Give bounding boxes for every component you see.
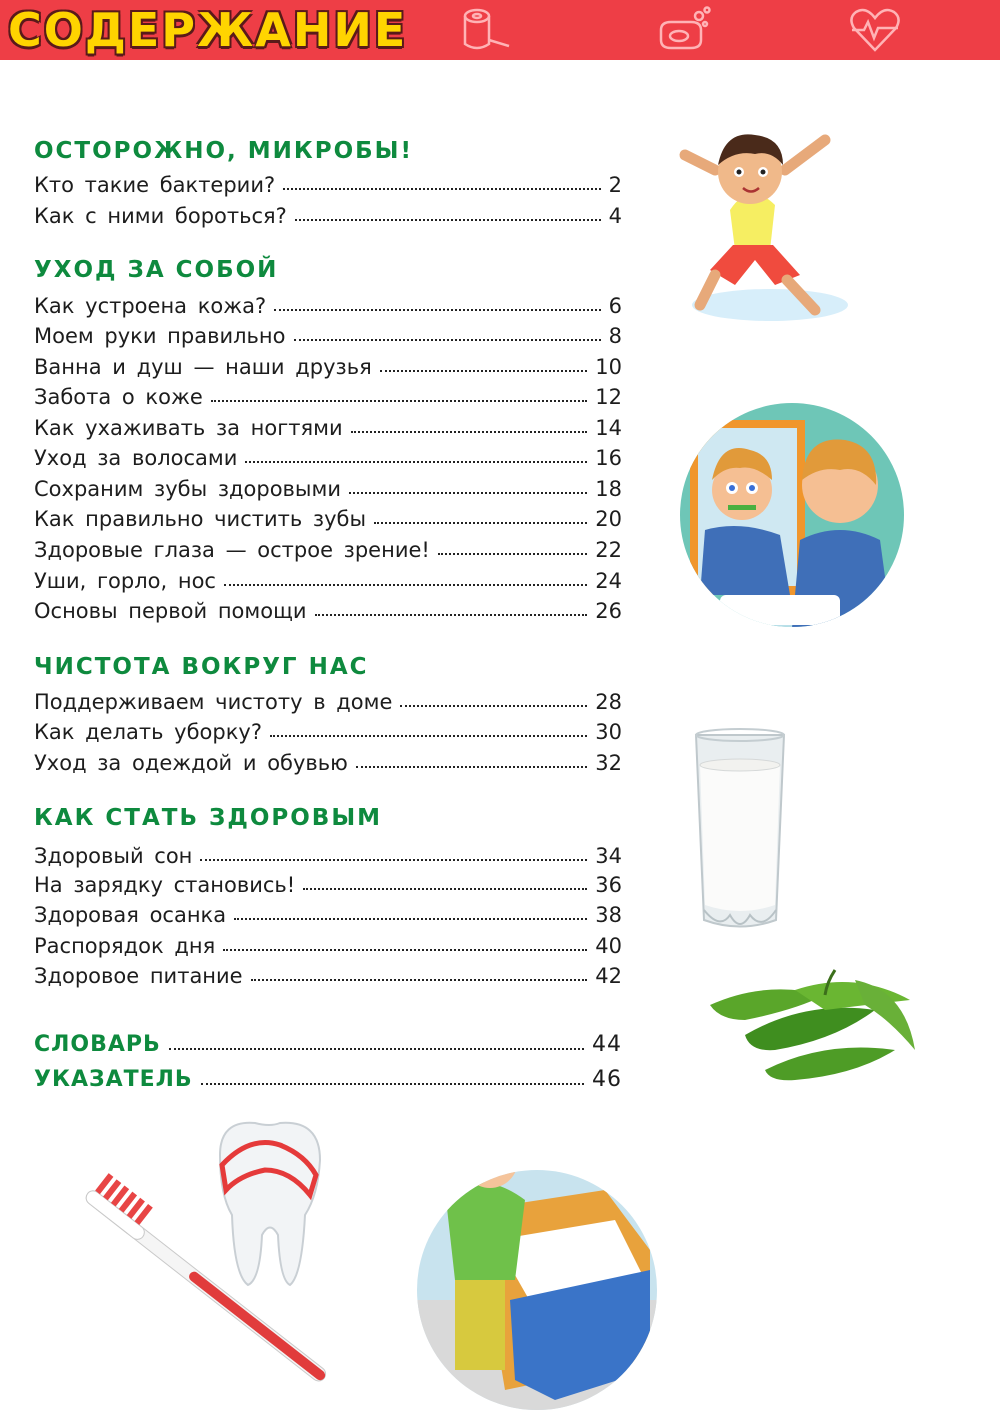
toc-item-page: 28 — [595, 690, 622, 714]
leader-dots — [211, 400, 587, 402]
leader-dots — [351, 431, 588, 433]
leader-dots — [294, 339, 601, 341]
toc-item-label: Кто такие бактерии? — [34, 173, 276, 197]
toc-item-label: Распорядок дня — [34, 934, 216, 958]
toc-item-page: 4 — [608, 204, 622, 228]
toc-item-label: Уход за одеждой и обувью — [34, 751, 348, 775]
toc-item-label: На зарядку становись! — [34, 873, 296, 897]
leader-dots — [349, 492, 587, 494]
toc-item-label: Как с ними бороться? — [34, 204, 287, 228]
toc-item[interactable] — [34, 897, 622, 927]
toc-item-page: 36 — [595, 873, 622, 897]
toc-item[interactable] — [34, 440, 622, 470]
toc-item[interactable] — [34, 379, 622, 409]
toc-item[interactable] — [34, 684, 622, 714]
toc-item-label: Как делать уборку? — [34, 720, 262, 744]
leader-dots — [438, 553, 587, 555]
toilet-paper-icon — [455, 6, 519, 54]
tooth-illustration — [210, 1115, 330, 1295]
toc-item-page: 16 — [595, 446, 622, 470]
toc-item-page: 20 — [595, 507, 622, 531]
toc-item-page: 24 — [595, 569, 622, 593]
toc-item-page: 30 — [595, 720, 622, 744]
leader-dots — [245, 461, 587, 463]
leader-dots — [200, 859, 587, 861]
toc-item-page: 12 — [595, 385, 622, 409]
toc-item-label: Основы первой помощи — [34, 599, 307, 623]
toc-item-page: 8 — [608, 324, 622, 348]
toc-item-page: 32 — [595, 751, 622, 775]
leader-dots — [251, 979, 588, 981]
toc-item-page: 18 — [595, 477, 622, 501]
toc-item-label: СЛОВАРЬ — [34, 1032, 161, 1057]
toc-item-label: Поддерживаем чистоту в доме — [34, 690, 393, 714]
section-title: ЧИСТОТА ВОКРУГ НАС — [34, 654, 369, 680]
leader-dots — [224, 584, 587, 586]
toc-item[interactable] — [34, 288, 622, 318]
toc-item[interactable] — [34, 471, 622, 501]
toc-item-label: Ванна и душ — наши друзья — [34, 355, 372, 379]
leader-dots — [315, 614, 588, 616]
toc-item[interactable] — [34, 410, 622, 440]
leader-dots — [295, 219, 601, 221]
toc-item-label: Как правильно чистить зубы — [34, 507, 367, 531]
toc-item[interactable] — [34, 563, 622, 593]
toc-item[interactable] — [34, 867, 622, 897]
toc-item[interactable] — [34, 349, 622, 379]
page-title: СОДЕРЖАНИЕ — [8, 3, 408, 57]
toc-item-page: 40 — [595, 934, 622, 958]
section-title: УХОД ЗА СОБОЙ — [34, 257, 279, 283]
toc-item-label: Здоровый сон — [34, 844, 193, 868]
leader-dots — [270, 735, 587, 737]
leader-dots — [223, 949, 587, 951]
toc-item[interactable] — [34, 532, 622, 562]
toc-item-page: 46 — [592, 1067, 622, 1092]
toc-item[interactable] — [34, 318, 622, 348]
header-banner — [0, 0, 1000, 60]
toc-item-page: 2 — [608, 173, 622, 197]
toc-item[interactable] — [34, 714, 622, 744]
girl-making-bed-illustration — [415, 1100, 660, 1413]
green-peppers-illustration — [705, 960, 920, 1090]
toc-item[interactable] — [34, 198, 622, 228]
toc-item-label: Уши, горло, нос — [34, 569, 216, 593]
toc-item[interactable] — [34, 928, 622, 958]
toc-item-label: Как ухаживать за ногтями — [34, 416, 343, 440]
leader-dots — [400, 705, 587, 707]
toc-item-index[interactable] — [34, 1062, 622, 1092]
toc-item[interactable] — [34, 501, 622, 531]
toc-item-label: Здоровое питание — [34, 964, 243, 988]
toc-item-label: Как устроена кожа? — [34, 294, 267, 318]
toc-item-label: УКАЗАТЕЛЬ — [34, 1067, 193, 1092]
toc-item-page: 42 — [595, 964, 622, 988]
toc-item-page: 38 — [595, 903, 622, 927]
toc-item-label: Уход за волосами — [34, 446, 238, 470]
toc-item-label: Забота о коже — [34, 385, 203, 409]
toc-item[interactable] — [34, 167, 622, 197]
leader-dots — [380, 370, 588, 372]
leader-dots — [374, 522, 587, 524]
heart-pulse-icon — [848, 6, 902, 54]
toc-item[interactable] — [34, 958, 622, 988]
exercising-boy-illustration — [675, 110, 850, 325]
leader-dots — [201, 1083, 584, 1085]
leader-dots — [356, 766, 587, 768]
toc-item-label: Сохраним зубы здоровыми — [34, 477, 341, 501]
leader-dots — [303, 888, 587, 890]
leader-dots — [234, 918, 587, 920]
toc-item-page: 14 — [595, 416, 622, 440]
leader-dots — [169, 1048, 584, 1050]
section-title: ОСТОРОЖНО, МИКРОБЫ! — [34, 138, 413, 164]
toc-item[interactable] — [34, 838, 622, 868]
toc-item-page: 44 — [592, 1032, 622, 1057]
leader-dots — [283, 188, 601, 190]
toc-item-page: 22 — [595, 538, 622, 562]
leader-dots — [274, 309, 600, 311]
toc-item-page: 26 — [595, 599, 622, 623]
toc-item[interactable] — [34, 593, 622, 623]
boy-brushing-teeth-illustration — [680, 380, 905, 650]
soap-icon — [655, 6, 715, 54]
toc-item-label: Здоровая осанка — [34, 903, 227, 927]
toc-item-page: 10 — [595, 355, 622, 379]
toc-item-page: 34 — [595, 844, 622, 868]
toc-item-glossary[interactable] — [34, 1027, 622, 1057]
milk-glass-illustration — [690, 725, 790, 935]
toc-item[interactable] — [34, 745, 622, 775]
section-title: КАК СТАТЬ ЗДОРОВЫМ — [34, 805, 383, 831]
toc-item-page: 6 — [608, 294, 622, 318]
toc-item-label: Здоровые глаза — острое зрение! — [34, 538, 430, 562]
toc-item-label: Моем руки правильно — [34, 324, 286, 348]
